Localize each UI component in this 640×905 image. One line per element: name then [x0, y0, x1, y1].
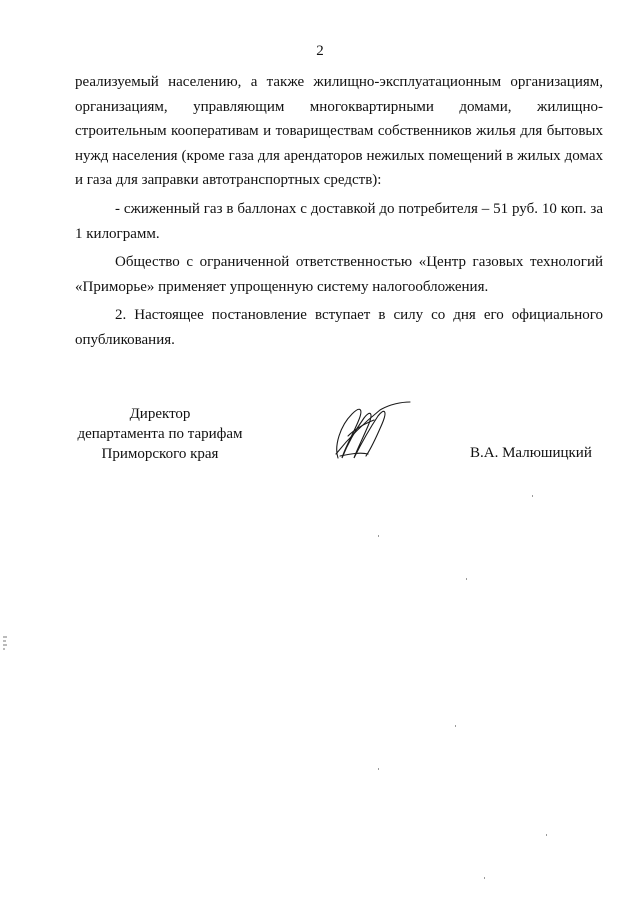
scan-speck: [532, 495, 533, 497]
signatory-name: В.А. Малюшицкий: [470, 445, 592, 461]
paragraph-recipients: реализуемый населению, а также жилищно-эксплуатационным организациям, организациям, управляющим многоквартирными домами, жилищно-строительным кооперативам и товариществам собственников жилья для бытовых нужд населения (кроме газа для арендаторов нежилых помещений в жилых домах и газа для заправки автотранспортных средств):: [75, 74, 603, 189]
signatory-title-line: Приморского края: [101, 446, 219, 462]
scan-speck: [546, 834, 547, 836]
signatory-title-line: департамента по тарифам: [77, 426, 243, 442]
scan-speck: [378, 535, 379, 537]
scan-speck: [484, 877, 485, 879]
page-number: 2: [316, 43, 324, 59]
paragraph-effective-date: 2. Настоящее постановление вступает в силу со дня его официального опубликования.: [75, 307, 603, 348]
paragraph-tax-system: Общество с ограниченной ответственностью «Центр газовых технологий «Приморье» применяет упрощенную систему налогообложения.: [75, 254, 603, 295]
scan-speck: [455, 725, 456, 727]
signatory-title-line: Директор: [129, 406, 191, 422]
document-body: [75, 70, 603, 353]
margin-scan-mark: [2, 636, 8, 650]
paragraph-price: - сжиженный газ в баллонах с доставкой до потребителя – 51 руб. 10 коп. за 1 килограмм.: [75, 200, 603, 242]
scan-speck: [466, 578, 467, 580]
scan-speck: [378, 768, 379, 770]
signatory-title: [75, 404, 245, 464]
handwritten-signature: [330, 396, 415, 466]
